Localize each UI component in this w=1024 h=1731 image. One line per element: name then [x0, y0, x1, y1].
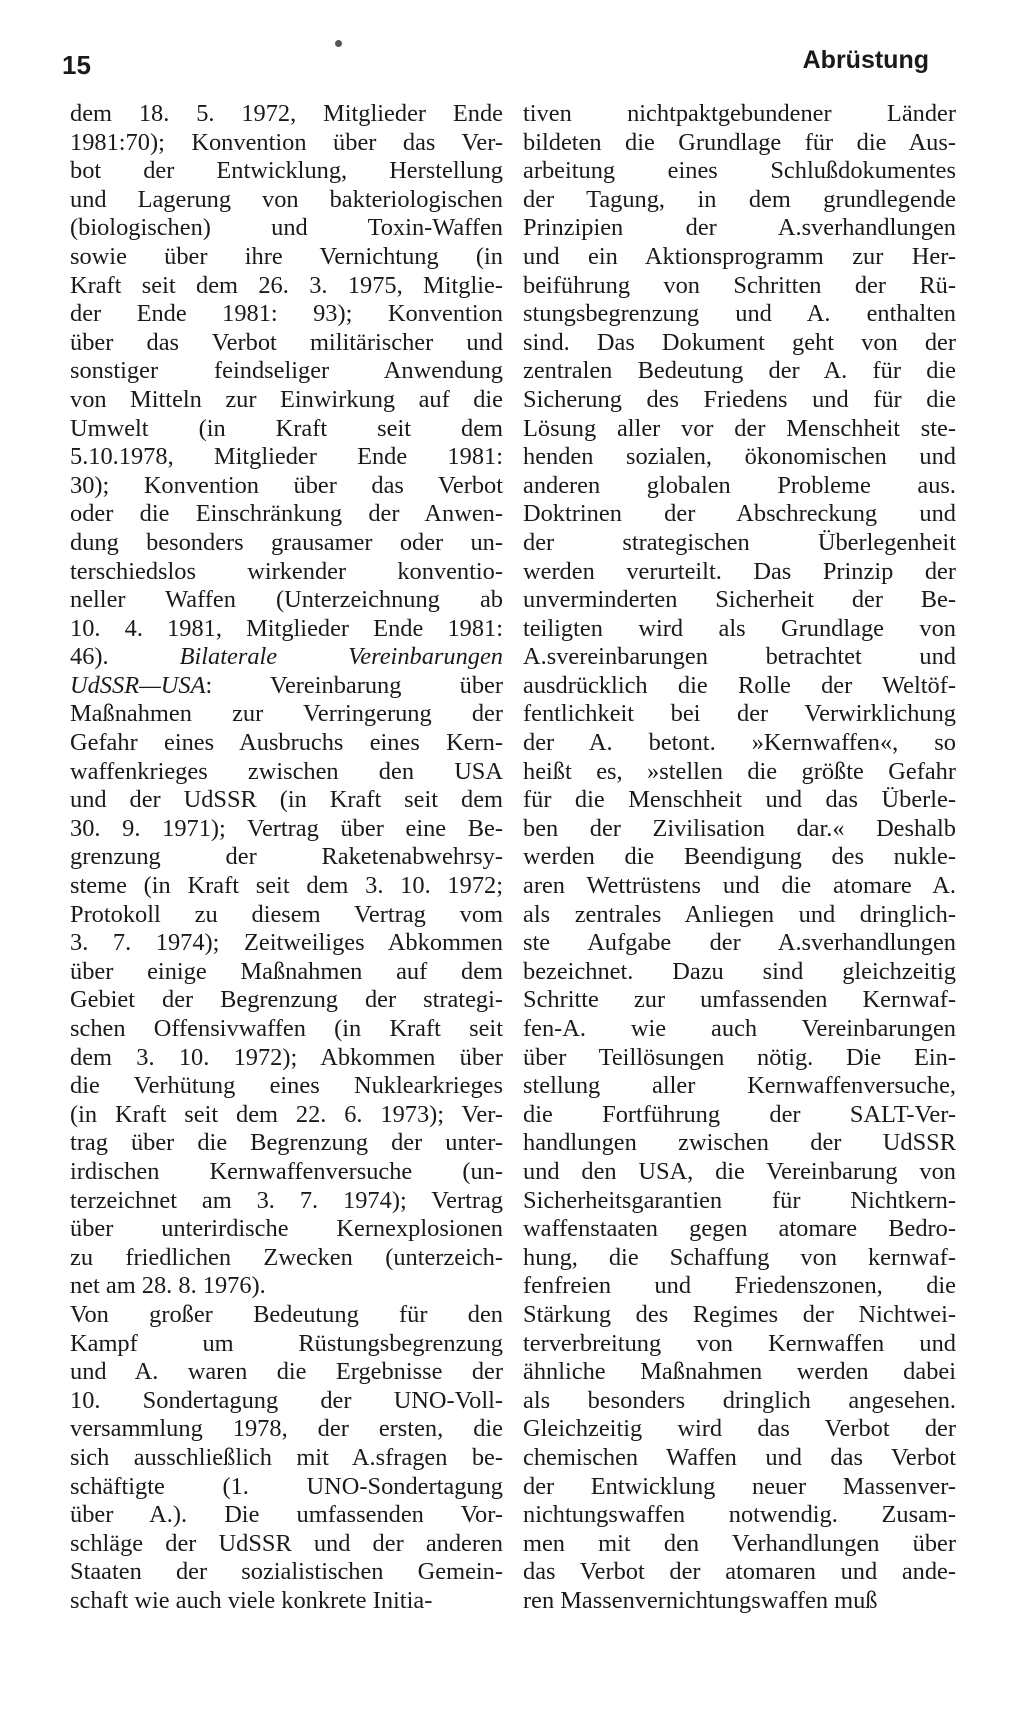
right_column-line: und ein Aktionsprogramm zur Her-	[523, 242, 956, 270]
right_column-line: ste Aufgabe der A.sverhandlungen	[523, 929, 956, 957]
left_column-line: 30); Konvention über das Verbot	[70, 471, 503, 499]
right_column-line: über Teillösungen nötig. Die Ein-	[523, 1043, 956, 1071]
right_column-line: fentlichkeit bei der Verwirklichung	[523, 700, 956, 728]
text-segment: : Vereinbarung über	[205, 671, 503, 699]
right_column-line: Sicherung des Friedens und für die	[523, 385, 956, 413]
left_column-line: zu friedlichen Zwecken (unterzeich-	[70, 1243, 503, 1271]
right_column-line: Doktrinen der Abschreckung und	[523, 500, 956, 528]
right_column-line: fen-A. wie auch Vereinbarungen	[523, 1015, 956, 1042]
right_column-line: das Verbot der atomaren und ande-	[523, 1558, 956, 1586]
left_column-line: trag über die Begrenzung der unter-	[70, 1129, 503, 1157]
left_column-line: 5.10.1978, Mitglieder Ende 1981:	[70, 443, 503, 471]
left-column	[70, 100, 503, 1615]
left_column-line: der Ende 1981: 93); Konvention	[70, 300, 503, 328]
page-number: 15	[62, 50, 91, 80]
right_column-line: fenfreien und Friedenszonen, die	[523, 1272, 956, 1300]
right_column-line: die Fortführung der SALT-Ver-	[523, 1100, 956, 1128]
left_column-line: Maßnahmen zur Verringerung der	[70, 700, 503, 728]
left_column-line: Gebiet der Begrenzung der strategi-	[70, 986, 503, 1014]
left_column-line: Umwelt (in Kraft seit dem	[70, 414, 503, 442]
right_column-line: Gleichzeitig wird das Verbot der	[523, 1415, 956, 1443]
right_column-line: chemischen Waffen und das Verbot	[523, 1443, 956, 1471]
right_column-line: stellung aller Kernwaffenversuche,	[523, 1072, 956, 1100]
left_column-line	[70, 672, 503, 701]
left_column-line: 10. 4. 1981, Mitglieder Ende 1981:	[70, 614, 503, 642]
left_column-line: dem 3. 10. 1972); Abkommen über	[70, 1043, 503, 1071]
left_column-line: Gefahr eines Ausbruchs eines Kern-	[70, 729, 503, 757]
left_column-line: net am 28. 8. 1976).	[70, 1272, 266, 1300]
right_column-line: teiligten wird als Grundlage von	[523, 614, 956, 642]
right_column-line: der Entwicklung neuer Massenver-	[523, 1472, 956, 1500]
right_column-line: A.svereinbarungen betrachtet und	[523, 643, 956, 671]
right_column-line: für die Menschheit und das Überle-	[523, 786, 956, 814]
left_column-line: dem 18. 5. 1972, Mitglieder Ende	[70, 100, 503, 127]
left_column-line: über das Verbot militärischer und	[70, 328, 503, 356]
right_column-line: stungsbegrenzung und A. enthalten	[523, 300, 956, 328]
left_column-line: waffenkrieges zwischen den USA	[70, 757, 503, 785]
right_column-line: ähnliche Maßnahmen werden dabei	[523, 1358, 956, 1386]
left_column-line: grenzung der Raketenabwehrsy-	[70, 843, 503, 871]
right_column-line: ausdrücklich die Rolle der Weltöf-	[523, 671, 956, 699]
left_column-line: schen Offensivwaffen (in Kraft seit	[70, 1015, 503, 1042]
left_column-line: sonstiger feindseliger Anwendung	[70, 357, 503, 385]
left_column-line: schaft wie auch viele konkrete Initia-	[70, 1586, 433, 1614]
right_column-line: waffenstaaten gegen atomare Bedro-	[523, 1215, 956, 1243]
right_column-line: sind. Das Dokument geht von der	[523, 328, 956, 356]
left_column-line: über A.). Die umfassenden Vor-	[70, 1501, 503, 1529]
left_column-line: die Verhütung eines Nuklearkrieges	[70, 1072, 503, 1100]
left_column-line: Kraft seit dem 26. 3. 1975, Mitglie-	[70, 271, 503, 299]
left_column-line: terzeichnet am 3. 7. 1974); Vertrag	[70, 1186, 503, 1214]
left_column-line: (biologischen) und Toxin-Waffen	[70, 214, 503, 242]
left_column-line: und Lagerung von bakteriologischen	[70, 185, 503, 213]
right_column-line: Sicherheitsgarantien für Nichtkern-	[523, 1186, 956, 1214]
left_column-line: Kampf um Rüstungsbegrenzung	[70, 1329, 503, 1357]
right_column-line: werden die Beendigung des nukle-	[523, 843, 956, 871]
right_column-line: bezeichnet. Dazu sind gleichzeitig	[523, 957, 956, 985]
left_column-line: irdischen Kernwaffenversuche (un-	[70, 1157, 503, 1185]
right_column-line: Schritte zur umfassenden Kernwaf-	[523, 986, 956, 1014]
text-segment: 46).	[70, 643, 180, 671]
right_column-line: unverminderten Sicherheit der Be-	[523, 586, 956, 614]
left_column-line: über einige Maßnahmen auf dem	[70, 957, 503, 985]
right_column-line: und den USA, die Vereinbarung von	[523, 1157, 956, 1185]
right_column-line: der A. betont. »Kernwaffen«, so	[523, 729, 956, 757]
right_column-line: Lösung aller vor der Menschheit ste-	[523, 414, 956, 442]
right_column-line: als zentrales Anliegen und dringlich-	[523, 900, 956, 928]
right_column-line: aren Wettrüstens und die atomare A.	[523, 872, 956, 900]
right_column-line: ben der Zivilisation dar.« Deshalb	[523, 814, 956, 842]
left_column-line: steme (in Kraft seit dem 3. 10. 1972;	[70, 872, 503, 900]
right_column-line: men mit den Verhandlungen über	[523, 1529, 956, 1557]
left_column-line: 30. 9. 1971); Vertrag über eine Be-	[70, 814, 503, 842]
right_column-line: Stärkung des Regimes der Nichtwei-	[523, 1300, 956, 1328]
left_column-line: oder die Einschränkung der Anwen-	[70, 500, 503, 528]
right_column-line: beiführung von Schritten der Rü-	[523, 271, 956, 299]
right_column-line: handlungen zwischen der UdSSR	[523, 1129, 956, 1157]
right_column-line: ren Massenvernichtungswaffen muß	[523, 1586, 878, 1614]
left_column-line: von Mitteln zur Einwirkung auf die	[70, 385, 503, 413]
right_column-line: tiven nichtpaktgebundener Länder	[523, 100, 956, 127]
left_column-line: versammlung 1978, der ersten, die	[70, 1415, 503, 1443]
right_column-line: hung, die Schaffung von kernwaf-	[523, 1243, 956, 1271]
left_column-line: terschiedslos wirkender konventio-	[70, 557, 503, 585]
right_column-line: henden sozialen, ökonomischen und	[523, 443, 956, 471]
left_column-line: schläge der UdSSR und der anderen	[70, 1529, 503, 1557]
left_column-line	[70, 643, 503, 672]
right_column-line: anderen globalen Probleme aus.	[523, 471, 956, 499]
right_column-line: der Tagung, in dem grundlegende	[523, 185, 956, 213]
right_column-line: Prinzipien der A.sverhandlungen	[523, 214, 956, 242]
left_column-line: bot der Entwicklung, Herstellung	[70, 157, 503, 185]
left_column-line: 1981:70); Konvention über das Ver-	[70, 128, 503, 156]
italic-segment: UdSSR—USA	[70, 671, 206, 699]
right_column-line: heißt es, »stellen die größte Gefahr	[523, 757, 956, 785]
right_column-line: als besonders dringlich angesehen.	[523, 1386, 956, 1414]
right_column-line: bildeten die Grundlage für die Aus-	[523, 128, 956, 156]
left_column-line: (in Kraft seit dem 22. 6. 1973); Ver-	[70, 1100, 503, 1128]
running-head: Abrüstung	[802, 46, 929, 74]
left_column-line: 10. Sondertagung der UNO-Voll-	[70, 1386, 503, 1414]
decorative-dot	[335, 40, 342, 47]
left_column-line: 3. 7. 1974); Zeitweiliges Abkommen	[70, 929, 503, 957]
right_column-line: arbeitung eines Schlußdokumentes	[523, 157, 956, 185]
left_column-line: und der UdSSR (in Kraft seit dem	[70, 786, 503, 814]
right_column-line: nichtungswaffen notwendig. Zusam-	[523, 1501, 956, 1529]
right_column-line: terverbreitung von Kernwaffen und	[523, 1329, 956, 1357]
left_column-line: Protokoll zu diesem Vertrag vom	[70, 900, 503, 928]
right-column	[523, 100, 956, 1615]
left_column-line: sich ausschließlich mit A.sfragen be-	[70, 1443, 503, 1471]
italic-segment: Bilaterale Vereinbarungen	[179, 643, 503, 671]
left_column-line: und A. waren die Ergebnisse der	[70, 1358, 503, 1386]
left_column-line: über unterirdische Kernexplosionen	[70, 1215, 503, 1243]
left_column-line: neller Waffen (Unterzeichnung ab	[70, 586, 503, 614]
right_column-line: zentralen Bedeutung der A. für die	[523, 357, 956, 385]
right_column-line: der strategischen Überlegenheit	[523, 528, 956, 556]
right_column-line: werden verurteilt. Das Prinzip der	[523, 557, 956, 585]
left_column-line: dung besonders grausamer oder un-	[70, 528, 503, 556]
left_column-line: schäftigte (1. UNO-Sondertagung	[70, 1472, 503, 1500]
left_column-line: Staaten der sozialistischen Gemein-	[70, 1558, 503, 1586]
left_column-line: Von großer Bedeutung für den	[70, 1300, 503, 1328]
left_column-line: sowie über ihre Vernichtung (in	[70, 242, 503, 270]
